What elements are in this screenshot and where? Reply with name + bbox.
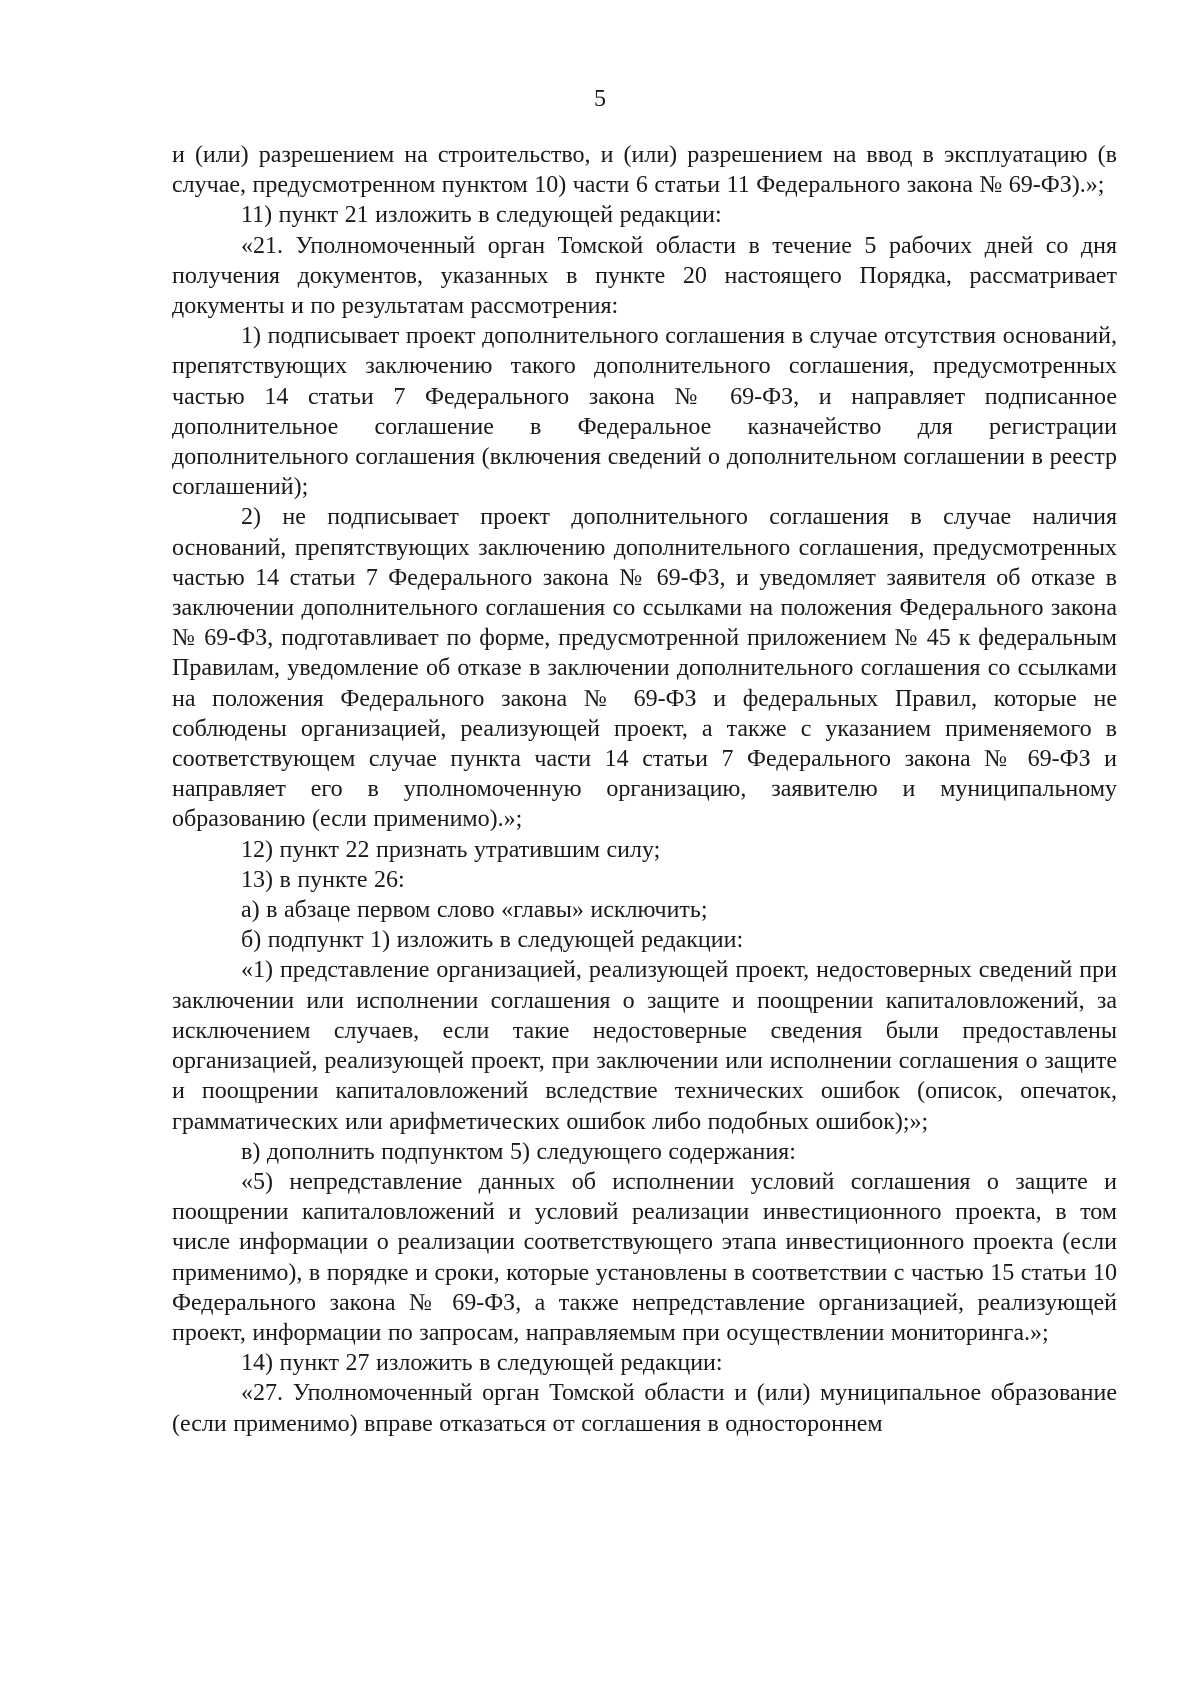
paragraph-item-13: 13) в пункте 26: (241, 866, 405, 893)
paragraph-point-27: «27. Уполномоченный орган Томской области и (или) муниципальное образование (если применимо) вправе отказаться от соглашения в одностороннем (172, 1380, 1117, 1437)
paragraph-item-11: 11) пункт 21 изложить в следующей редакции: (241, 202, 722, 229)
page-number: 5 (594, 86, 606, 112)
paragraph-subpoint-2: 2) не подписывает проект дополнительного соглашения в случае наличия оснований, препятствующих заключению дополнительного соглашения, предусмотренных частью 14 статьи 7 Федерального закона № 69-ФЗ, и уведомляет заявителя об отказе в заключении дополнительного соглашения со ссылками на положения Федерального закона № 69-ФЗ, подготавливает по форме, предусмотренной приложением № 45 к федеральным Правилам, уведомление об отказе в заключении дополнительного соглашения со ссылками на положения Федерального закона № 69-ФЗ и федеральных Правил, которые не соблюдены организацией, реализующей проект, а также с указанием применяемого в соответствующем случае пункта части 14 статьи 7 Федерального закона № 69-ФЗ и направляет его в уполномоченную организацию, заявителю и муниципальному образованию (если применимо).»; (172, 504, 1117, 833)
paragraph-item-13b: б) подпункт 1) изложить в следующей редакции: (241, 927, 744, 954)
document-body (172, 140, 1117, 1439)
paragraph-item-13v: в) дополнить подпунктом 5) следующего содержания: (241, 1138, 796, 1165)
paragraph-item-13a: а) в абзаце первом слово «главы» исключить; (241, 897, 708, 924)
paragraph-item-14: 14) пункт 27 изложить в следующей редакции: (241, 1350, 723, 1377)
paragraph-point-21: «21. Уполномоченный орган Томской области в течение 5 рабочих дней со дня получения документов, указанных в пункте 20 настоящего Порядка, рассматривает документы и по результатам рассмотрения: (172, 232, 1117, 320)
paragraph-item-12: 12) пункт 22 признать утратившим силу; (241, 836, 661, 863)
paragraph-continuation: и (или) разрешением на строительство, и (или) разрешением на ввод в эксплуатацию (в случае, предусмотренном пунктом 10) части 6 статьи 11 Федерального закона № 69-ФЗ).»; (172, 142, 1117, 199)
paragraph-subpoint-1: 1) подписывает проект дополнительного соглашения в случае отсутствия оснований, препятствующих заключению такого дополнительного соглашения, предусмотренных частью 14 статьи 7 Федерального закона № 69-ФЗ, и направляет подписанное дополнительное соглашение в Федеральное казначейство для регистрации дополнительного соглашения (включения сведений о дополнительном соглашении в реестр соглашений); (172, 323, 1117, 501)
paragraph-new-subpoint-5: «5) непредставление данных об исполнении условий соглашения о защите и поощрении капиталовложений и условий реализации инвестиционного проекта, в том числе информации о реализации соответствующего этапа инвестиционного проекта (если применимо), в порядке и сроки, которые установлены в соответствии с частью 15 статьи 10 Федерального закона № 69-ФЗ, а также непредставление организацией, реализующей проект, информации по запросам, направляемым при осуществлении мониторинга.»; (172, 1168, 1117, 1346)
paragraph-new-subpoint-1: «1) представление организацией, реализующей проект, недостоверных сведений при заключении или исполнении соглашения о защите и поощрении капиталовложений, за исключением случаев, если такие недостоверные сведения были предоставлены организацией, реализующей проект, при заключении или исполнении соглашения о защите и поощрении капиталовложений вследствие технических ошибок (описок, опечаток, грамматических или арифметических ошибок либо подобных ошибок);»; (172, 957, 1117, 1135)
